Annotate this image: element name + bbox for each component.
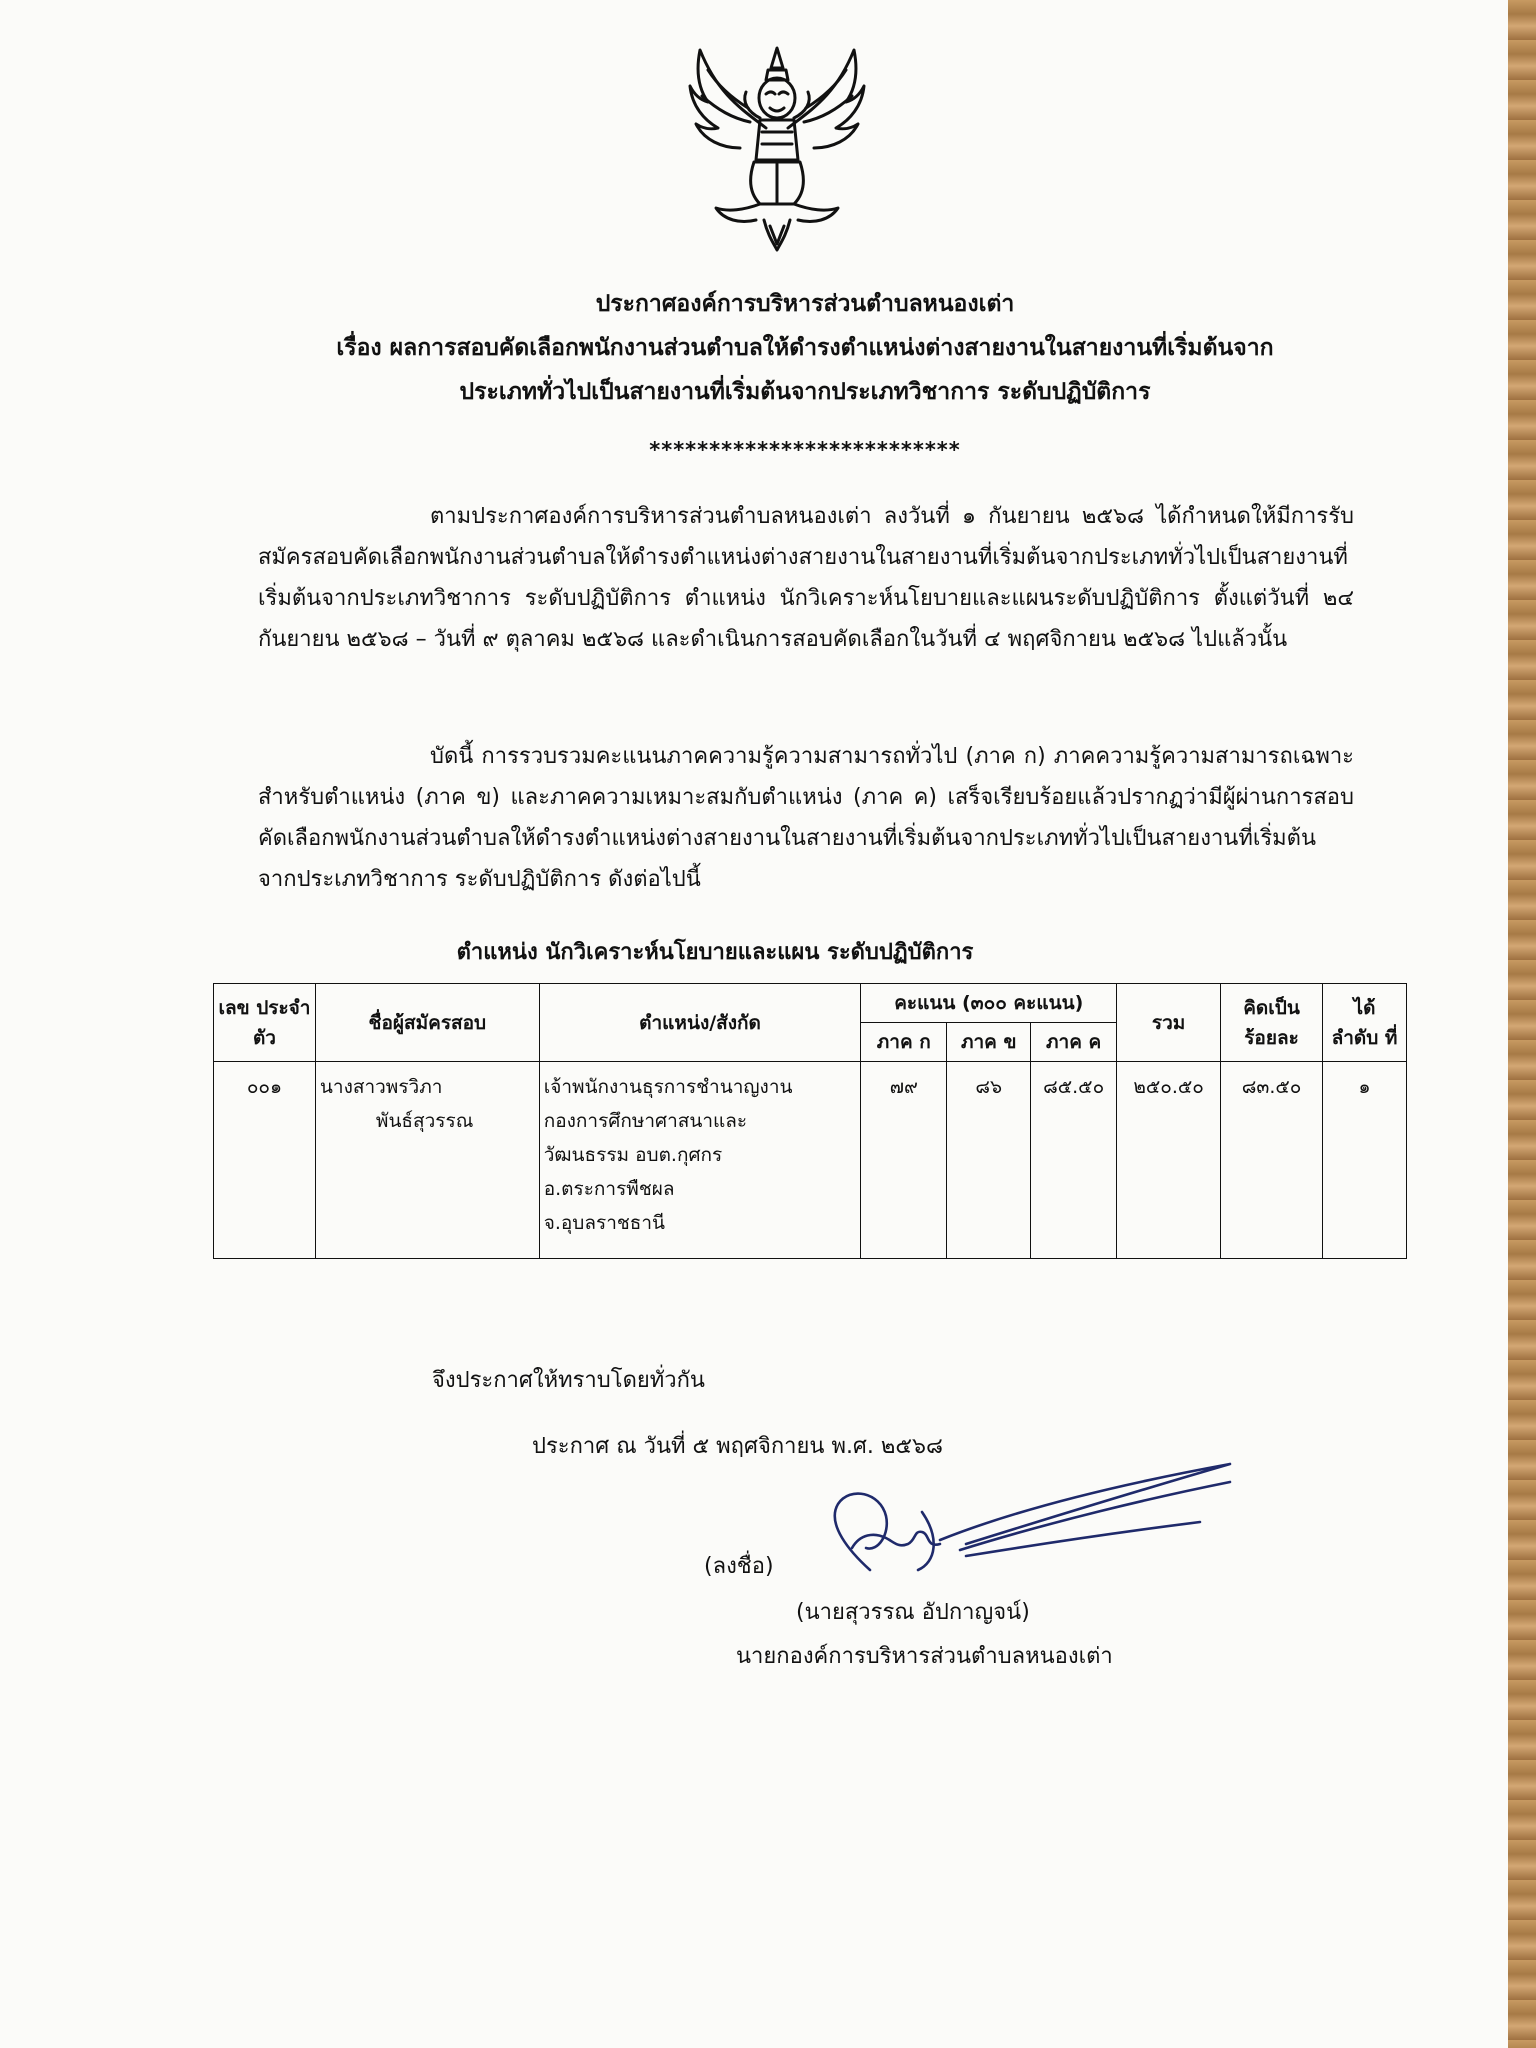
announcement-title: ประกาศองค์การบริหารส่วนตำบลหนองเต่า [595, 291, 1015, 317]
cell-part-b: ๘๖ [947, 1062, 1031, 1259]
name-second-line: พันธ์สุวรรณ [375, 1110, 474, 1132]
header-part-b: ภาค ข [947, 1023, 1031, 1062]
header-rank: ได้ ลำดับ ที่ [1322, 984, 1406, 1062]
announcement-subject-line1: เรื่อง ผลการสอบคัดเลือกพนักงานส่วนตำบลให้ดำรงตำแหน่งต่างสายงานในสายงานที่เริ่มต้นจาก [336, 335, 1274, 361]
header-percent: คิดเป็น ร้อยละ [1221, 984, 1323, 1062]
cell-name [315, 1062, 539, 1259]
separator: ************************** [649, 438, 961, 462]
closing-date: ประกาศ ณ วันที่ ๕ พฤศจิกายน พ.ศ. ๒๕๖๘ [532, 1434, 943, 1459]
garuda-emblem-icon [688, 40, 866, 252]
cell-position [539, 1062, 861, 1259]
cell-rank: ๑ [1322, 1062, 1406, 1259]
header-position: ตำแหน่ง/สังกัด [539, 984, 861, 1062]
announcement-subject-line2: ประเภททั่วไปเป็นสายงานที่เริ่มต้นจากประเภทวิชาการ ระดับปฏิบัติการ [459, 379, 1151, 405]
position-line: เจ้าพนักงานธุรการชำนาญงาน [543, 1076, 793, 1098]
table-edge-background [1508, 0, 1536, 2048]
name-first-line: นางสาวพรวิภา [319, 1076, 443, 1098]
cell-part-c: ๘๕.๕๐ [1031, 1062, 1117, 1259]
position-line: กองการศึกษาศาสนาและ [543, 1110, 748, 1132]
results-table [213, 983, 1407, 1259]
closing-announce: จึงประกาศให้ทราบโดยทั่วกัน [432, 1368, 705, 1393]
cell-percent: ๘๓.๕๐ [1221, 1062, 1323, 1259]
header-part-a: ภาค ก [861, 1023, 947, 1062]
position-line: อ.ตระการพืชผล [543, 1178, 675, 1200]
cell-total: ๒๕๐.๕๐ [1117, 1062, 1221, 1259]
header-total: รวม [1117, 984, 1221, 1062]
table-row [214, 1062, 1407, 1259]
body-paragraph-1: ตามประกาศองค์การบริหารส่วนตำบลหนองเต่า ลงวันที่ ๑ กันยายน ๒๕๖๘ ได้กำหนดให้มีการรับสมัครสอบคัดเลือกพนักงานส่วนตำบลให้ดำรงตำแหน่งต่างสายงานในสายงานที่เริ่มต้นจากประเภททั่วไปเป็นสายงานที่เริ่มต้นจากประเภทวิชาการ ระดับปฏิบัติการ ตำแหน่ง นักวิเคราะห์นโยบายและแผนระดับปฏิบัติการ ตั้งแต่วันที่ ๒๔ กันยายน ๒๕๖๘ – วันที่ ๙ ตุลาคม ๒๕๖๘ และดำเนินการสอบคัดเลือกในวันที่ ๔ พฤศจิกายน ๒๕๖๘ ไปแล้วนั้น [258, 504, 1354, 652]
position-line: วัฒนธรรม อบต.กุศกร [543, 1144, 723, 1166]
header-score-group: คะแนน (๓๐๐ คะแนน) [861, 984, 1117, 1023]
signer-title: นายกองค์การบริหารส่วนตำบลหนองเต่า [736, 1644, 1113, 1669]
cell-part-a: ๗๙ [861, 1062, 947, 1259]
signer-name: (นายสุวรรณ อัปกาญจน์) [796, 1600, 1030, 1625]
cell-id: ๐๐๑ [214, 1062, 316, 1259]
header-id: เลข ประจำตัว [214, 984, 316, 1062]
position-line: จ.อุบลราชธานี [543, 1212, 666, 1234]
table-caption: ตำแหน่ง นักวิเคราะห์นโยบายและแผน ระดับปฏิบัติการ [456, 940, 974, 965]
body-paragraph-2: บัดนี้ การรวบรวมคะแนนภาคความรู้ความสามารถทั่วไป (ภาค ก) ภาคความรู้ความสามารถเฉพาะสำหรับตำแหน่ง (ภาค ข) และภาคความเหมาะสมกับตำแหน่ง (ภาค ค) เสร็จเรียบร้อยแล้วปรากฏว่ามีผู้ผ่านการสอบคัดเลือกพนักงานส่วนตำบลให้ดำรงตำแหน่งต่างสายงานในสายงานที่เริ่มต้นจากประเภททั่วไปเป็นสายงานที่เริ่มต้นจากประเภทวิชาการ ระดับปฏิบัติการ ดังต่อไปนี้ [258, 744, 1354, 892]
header-name: ชื่อผู้สมัครสอบ [315, 984, 539, 1062]
signed-label: (ลงชื่อ) [704, 1554, 774, 1579]
header-part-c: ภาค ค [1031, 1023, 1117, 1062]
handwritten-signature-icon [790, 1452, 1240, 1582]
